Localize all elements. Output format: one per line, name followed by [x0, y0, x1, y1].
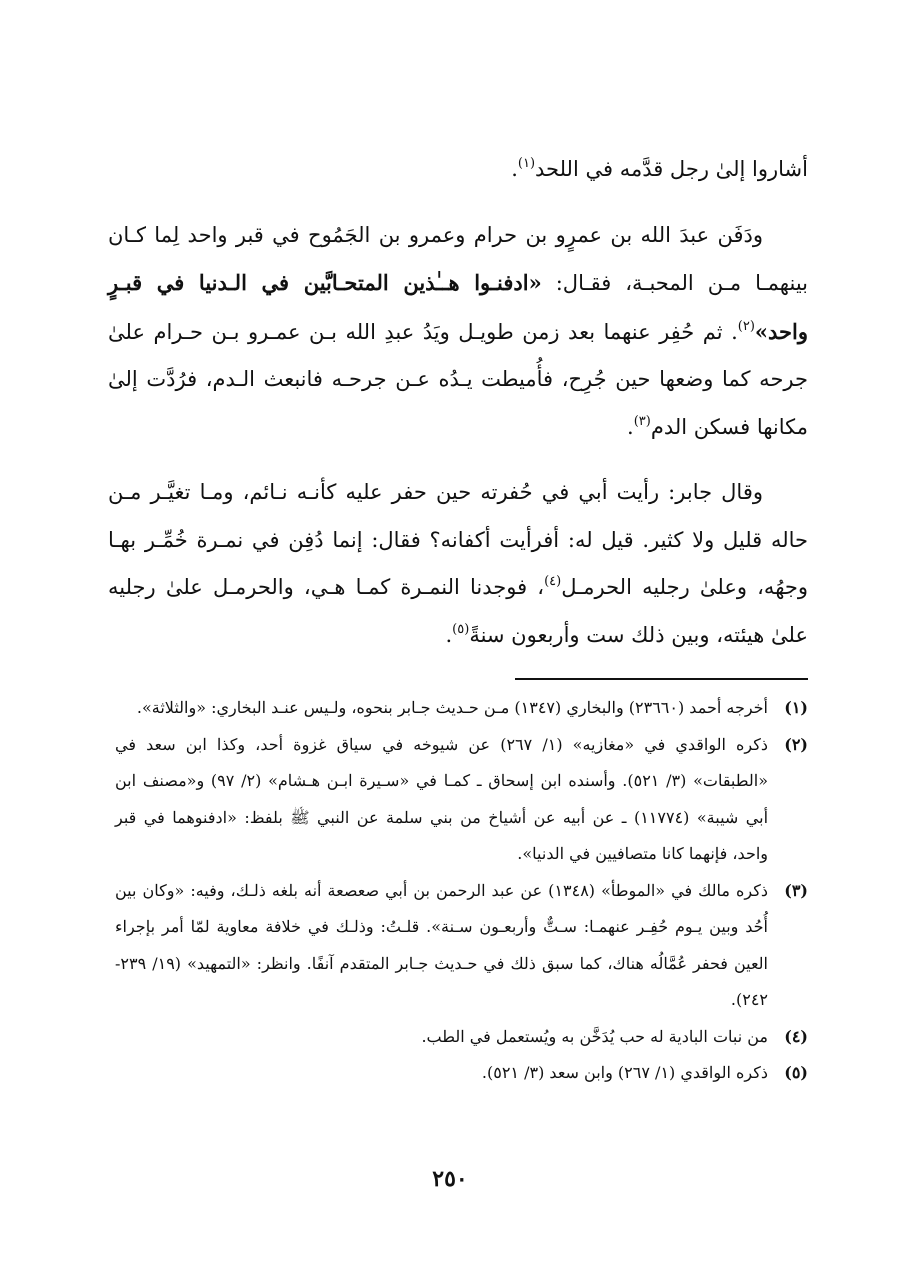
paragraph-1-text: أشاروا إلىٰ رجل قدَّمه في اللحد: [535, 157, 808, 181]
footnote-number: (١): [784, 698, 808, 717]
paragraph-3-text-a: وقال جابر: رأيت أبي في حُفرته حين حفر عليه كأنـه نـائم، ومـا تغيَّـر مـن حاله قليل ولا كثير. قيل له: أفرأيت أكفانه؟ فقال: إنما دُفِن في نمـرة خُمِّـر بهـا وجهُه، وعلىٰ رجليه الحرمـل: [108, 480, 808, 599]
paragraph-2-end: .: [627, 414, 634, 439]
footnote-number: (٣): [784, 880, 808, 900]
paragraph-3-text-b: ، فوجدنا النمـرة كمـا هـي، والحرمـل علىٰ رجليه علىٰ هيئته، وبين ذلك ست وأربعون سنةً: [108, 575, 808, 647]
footnote-ref-2[interactable]: (٢): [737, 318, 755, 334]
paragraph-1-end: .: [511, 157, 518, 181]
footnote-ref-3[interactable]: (٣): [633, 413, 651, 429]
paragraph-2-text-b: . ثم حُفِر عنهما بعد زمن طويـل ويَدُ عبدِ الله بـن عمـرو بـن حـرام علىٰ جرحه كما وضعها حين جُرِح، فأُميطت يـدُه عـن جرحـه فانبعث الـدم، فرُدَّت إلىٰ مكانها فسكن الدم: [108, 319, 808, 439]
footnote-text: ذكره الواقدي في «مغازيه» (١/ ٢٦٧) عن شيوخه في سياق غزوة أحد، وكذا ابن سعد في «الطبقات» (٣/ ٥٢١). وأسنده ابن إسحاق ـ كمـا في «سـيرة ابـن هـشام» (٢/ ٩٧) و«مصنف ابن أبي شيبة» (١١٧٧٤) ـ عن أبيه عن أشياخ من بني سلمة عن النبي ﷺ بلفظ: «ادفنوهما في قبر واحد، فإنهما كانا متصافيين في الدنيا».: [115, 734, 769, 863]
paragraph-2: [108, 212, 808, 452]
footnote-item: [115, 1055, 808, 1092]
paragraph-1: [108, 146, 808, 194]
footnote-text: ذكره الواقدي (١/ ٢٦٧) وابن سعد (٣/ ٥٢١).: [481, 1063, 768, 1082]
footnotes-list: [115, 690, 808, 1092]
page-number: ٢٥٠: [432, 1166, 468, 1192]
footnote-number: (٢): [784, 734, 808, 754]
footnote-item: [115, 1019, 808, 1056]
paragraph-2-text-a: ودَفَن عبدَ الله بن عمرٍو بن حرام وعمرو بن الجَمُوح في قبر واحد لِما كـان بينهمـا مـن المحبـة، فقـال:: [108, 222, 808, 295]
footnote-item: [115, 727, 808, 873]
main-text: [108, 146, 808, 659]
footnote-text: أخرجه أحمد (٢٣٦٦٠) والبخاري (١٣٤٧) مـن حـديث جـابر بنحوه، ولـيس عنـد البخاري: «والثلاثة».: [136, 698, 768, 717]
footnote-item: [115, 690, 808, 727]
hadith-quote: «ادفنـوا هــٰذين المتحـابَّين في الـدنيا في قبـرٍ واحد»: [108, 270, 808, 344]
footnote-number: (٤): [784, 1026, 808, 1046]
footnote-separator: [515, 678, 808, 680]
footnote-ref-5[interactable]: (٥): [452, 621, 470, 637]
footnote-text: من نبات البادية له حب يُدَخَّن به ويُستعمل في الطب.: [421, 1026, 768, 1046]
footnote-text: ذكره مالك في «الموطأ» (١٣٤٨) عن عبد الرحمن بن أبي صعصعة أنه بلغه ذلـك، وفيه: «وكان بين أُحُد وبين يـوم حُفِـر عنهمـا: سـتٌّ وأربعـون سـنة». قلـتُ: وذلـك في خلافة معاوية لمّا أمر بإجراء العين فحفر عُمَّالُه هناك، كما سبق ذلك في حـديث جـابر المتقدم آنفًا. وانظر: «التمهيد» (١٩/ ٢٣٩- ٢٤٢).: [115, 880, 768, 1009]
footnote-ref-1[interactable]: (١): [517, 156, 536, 171]
paragraph-3-end: .: [445, 622, 453, 647]
footnote-item: [115, 873, 808, 1019]
footnote-number: (٥): [784, 1063, 808, 1082]
footnote-ref-4[interactable]: (٤): [544, 574, 562, 589]
paragraph-3: [108, 469, 808, 659]
